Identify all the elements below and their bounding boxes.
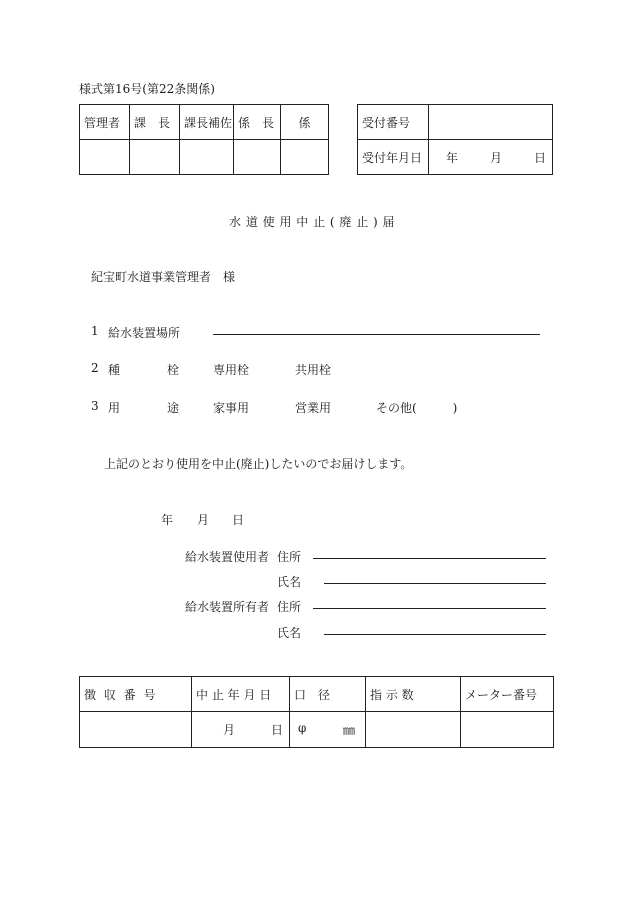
item3-number: 3 bbox=[91, 399, 99, 413]
owner-role-label: 給水装置所有者 bbox=[185, 600, 270, 614]
meter-reading-value[interactable] bbox=[366, 712, 461, 748]
page-title: 水 道 使 用 中 止 ( 廃 止 ) 届 bbox=[229, 215, 396, 229]
owner-name-label: 氏名 bbox=[277, 626, 302, 640]
owner-name-input[interactable] bbox=[324, 634, 546, 635]
date-day-label: 日 bbox=[232, 513, 245, 527]
receipt-table bbox=[357, 104, 553, 175]
office-use-table bbox=[79, 676, 554, 748]
receipt-number-value[interactable] bbox=[429, 105, 553, 140]
receipt-year-label: 年 bbox=[445, 150, 458, 165]
receipt-date-label: 受付年月日 bbox=[358, 140, 429, 175]
receipt-number-label: 受付番号 bbox=[358, 105, 429, 140]
stamp-cell-section-chief[interactable] bbox=[130, 140, 180, 175]
item2-label-b: 栓 bbox=[167, 363, 180, 377]
header-stop-date: 中 止 年 月 日 bbox=[192, 677, 290, 712]
receipt-month-label: 月 bbox=[489, 150, 502, 165]
mm-unit: ㎜ bbox=[342, 723, 355, 737]
owner-address-label: 住所 bbox=[277, 600, 302, 614]
user-role-label: 給水装置使用者 bbox=[185, 550, 270, 564]
option-business[interactable]: 営業用 bbox=[295, 401, 332, 415]
header-subsection-chief: 係 長 bbox=[234, 105, 281, 140]
header-deputy-chief: 課長補佐 bbox=[180, 105, 234, 140]
receipt-day-label: 日 bbox=[533, 150, 546, 165]
stamp-cell-manager[interactable] bbox=[80, 140, 130, 175]
date-month-label: 月 bbox=[197, 513, 210, 527]
user-name-label: 氏名 bbox=[277, 575, 302, 589]
option-other[interactable]: その他( ) bbox=[376, 401, 458, 415]
item2-label-a: 種 bbox=[108, 363, 121, 377]
owner-address-input[interactable] bbox=[313, 608, 546, 609]
header-staff: 係 bbox=[281, 105, 329, 140]
date-year-label: 年 bbox=[161, 513, 174, 527]
item1-label: 給水装置場所 bbox=[108, 326, 181, 340]
addressee: 紀宝町水道事業管理者 様 bbox=[91, 270, 236, 284]
collection-number-value[interactable] bbox=[80, 712, 192, 748]
stamp-cell-subsection-chief[interactable] bbox=[234, 140, 281, 175]
item1-number: 1 bbox=[91, 324, 99, 338]
statement: 上記のとおり使用を中止(廃止)したいのでお届けします。 bbox=[104, 457, 413, 471]
option-shared-tap[interactable]: 共用栓 bbox=[295, 363, 332, 377]
stop-month-label: 月 bbox=[222, 723, 235, 737]
item2-number: 2 bbox=[91, 361, 99, 375]
supply-location-input[interactable] bbox=[213, 334, 540, 335]
header-manager: 管理者 bbox=[80, 105, 130, 140]
phi-symbol: φ bbox=[298, 721, 307, 735]
stop-date-value[interactable] bbox=[192, 712, 290, 748]
header-diameter: 口 径 bbox=[290, 677, 366, 712]
option-household[interactable]: 家事用 bbox=[213, 401, 250, 415]
meter-number-value[interactable] bbox=[461, 712, 554, 748]
header-collection-number: 徴 収 番 号 bbox=[80, 677, 192, 712]
form-number: 様式第16号(第22条関係) bbox=[79, 82, 215, 96]
user-address-label: 住所 bbox=[277, 550, 302, 564]
stop-day-label: 日 bbox=[270, 723, 283, 737]
stamp-cell-staff[interactable] bbox=[281, 140, 329, 175]
stamp-cell-deputy-chief[interactable] bbox=[180, 140, 234, 175]
item3-label-a: 用 bbox=[108, 401, 121, 415]
diameter-value[interactable] bbox=[290, 712, 366, 748]
item3-label-b: 途 bbox=[167, 401, 180, 415]
option-private-tap[interactable]: 専用栓 bbox=[213, 363, 250, 377]
header-section-chief: 課 長 bbox=[130, 105, 180, 140]
receipt-date-value[interactable] bbox=[429, 140, 553, 175]
user-name-input[interactable] bbox=[324, 583, 546, 584]
user-address-input[interactable] bbox=[313, 558, 546, 559]
header-meter-number: メーター番号 bbox=[461, 677, 554, 712]
header-meter-reading: 指 示 数 bbox=[366, 677, 461, 712]
approval-table bbox=[79, 104, 329, 175]
